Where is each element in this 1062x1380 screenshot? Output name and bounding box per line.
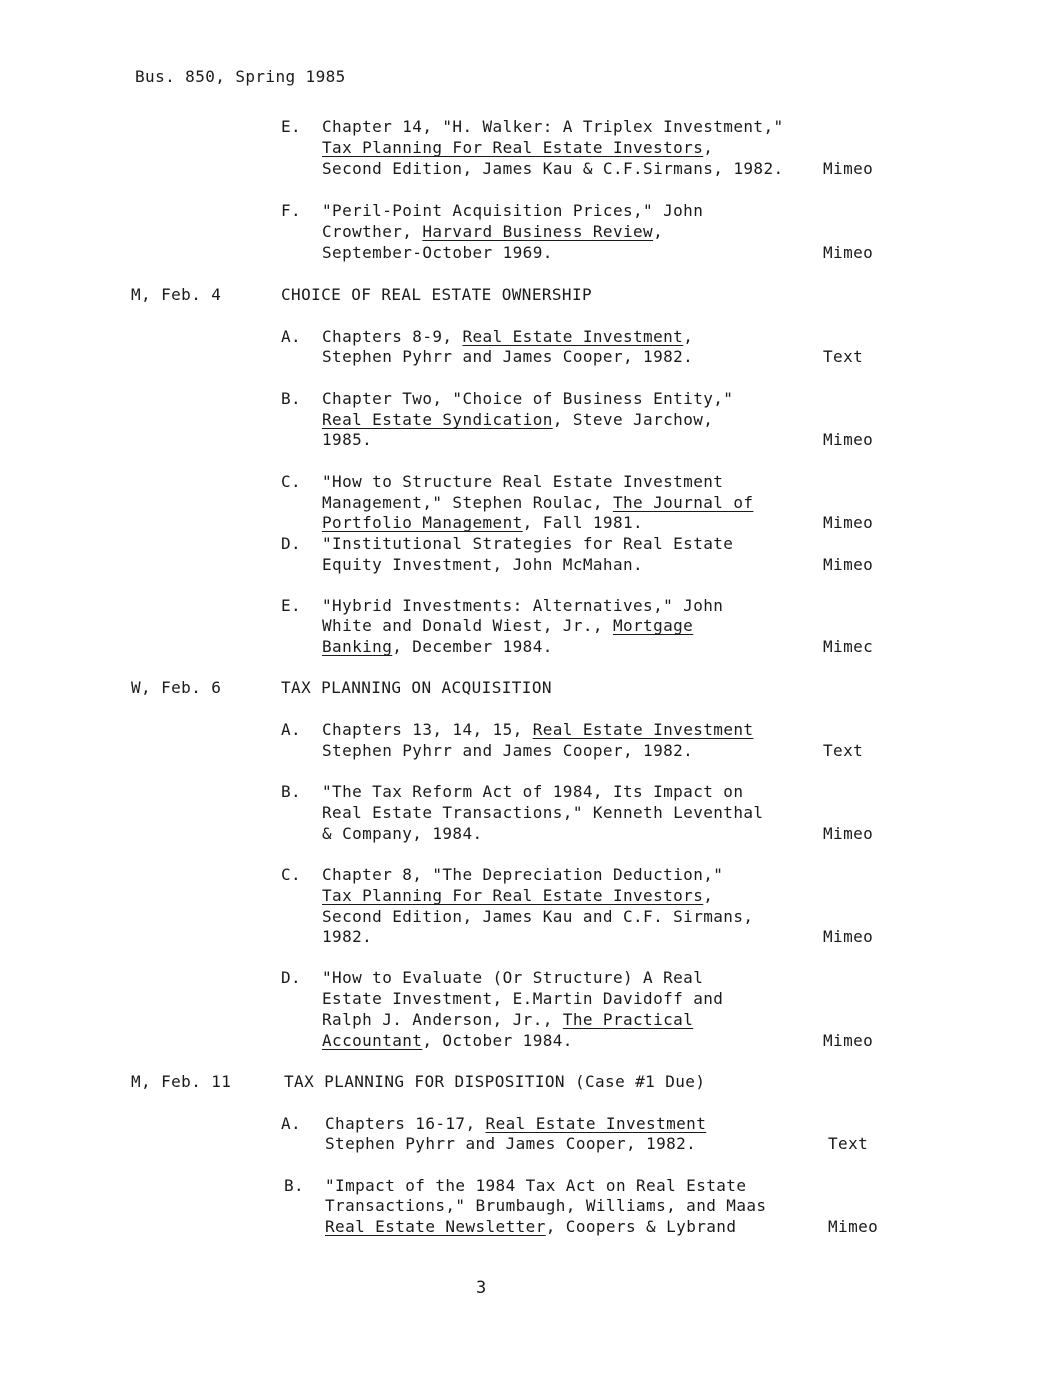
publication-title: Tax Planning For Real Estate Investors [322, 138, 704, 157]
item-line [322, 968, 703, 988]
citation-text: , October 1984. [422, 1031, 573, 1050]
item-line [322, 616, 693, 636]
citation-text: Second Edition, James Kau and C.F. Sirmans, [322, 907, 754, 926]
citation-text: "The Tax Reform Act of 1984, Its Impact on [322, 782, 744, 801]
item-line [322, 493, 753, 513]
source-label: Mimeo [823, 1031, 874, 1050]
publication-title: Portfolio Management [322, 513, 523, 532]
source-label: Mimeo [823, 513, 874, 532]
item-line [322, 637, 553, 657]
citation-text: , Fall 1981. [522, 513, 644, 532]
citation-text: , [703, 886, 714, 905]
session-topic: TAX PLANNING ON ACQUISITION [281, 678, 552, 697]
citation-text: Chapters 16-17, [325, 1114, 486, 1133]
publication-title: Banking [322, 637, 393, 656]
citation-text: , [683, 327, 694, 346]
publication-title: Real Estate Newsletter [325, 1217, 546, 1236]
item-letter: E. [281, 596, 302, 615]
citation-text: "Hybrid Investments: Alternatives," John [322, 596, 724, 615]
item-letter: E. [281, 117, 302, 136]
item-letter: D. [281, 968, 302, 987]
publication-title: Real Estate Investment [462, 327, 684, 346]
item-line [322, 1031, 573, 1051]
publication-title: Real Estate Investment [532, 720, 754, 739]
item-line [325, 1134, 696, 1154]
publication-title: Harvard Business Review [422, 222, 654, 241]
item-letter: B. [281, 389, 302, 408]
session-topic: CHOICE OF REAL ESTATE OWNERSHIP [281, 285, 593, 304]
citation-text: September-October 1969. [322, 243, 553, 262]
citation-text: "Peril-Point Acquisition Prices," John [322, 201, 704, 220]
item-letter: A. [281, 327, 302, 346]
citation-text: , Steve Jarchow, [552, 410, 714, 429]
item-letter: F. [281, 201, 302, 220]
source-label: Text [828, 1134, 869, 1153]
item-letter: B. [284, 1176, 305, 1195]
item-line [322, 1010, 693, 1030]
publication-title: The Journal of [612, 493, 754, 512]
source-label: Mimeo [823, 243, 874, 262]
item-letter: A. [281, 1114, 302, 1133]
item-line [322, 201, 703, 221]
citation-text: , Coopers & Lybrand [545, 1217, 737, 1236]
source-label: Mimeo [828, 1217, 879, 1236]
item-line [322, 138, 713, 158]
course-header: Bus. 850, Spring 1985 [135, 67, 346, 86]
source-label: Mimeo [823, 159, 874, 178]
citation-text: Management," Stephen Roulac, [322, 493, 613, 512]
item-line [322, 159, 784, 179]
citation-text: Real Estate Transactions," Kenneth Leventhal [322, 803, 764, 822]
session-date: M, Feb. 11 [131, 1072, 232, 1091]
item-letter: C. [281, 472, 302, 491]
item-line [322, 782, 743, 802]
session-date: W, Feb. 6 [131, 678, 222, 697]
citation-text: "How to Evaluate (Or Structure) A Real [322, 968, 704, 987]
citation-text: Stephen Pyhrr and James Cooper, 1982. [325, 1134, 697, 1153]
source-label: Mimec [823, 637, 874, 656]
citation-text: Chapter 14, "H. Walker: A Triplex Investment," [322, 117, 784, 136]
source-label: Text [823, 741, 864, 760]
item-line [322, 410, 713, 430]
source-label: Mimeo [823, 430, 874, 449]
citation-text: Ralph J. Anderson, Jr., [322, 1010, 563, 1029]
source-label: Mimeo [823, 927, 874, 946]
citation-text: Stephen Pyhrr and James Cooper, 1982. [322, 347, 694, 366]
citation-text: , December 1984. [392, 637, 553, 656]
item-line [322, 824, 483, 844]
citation-text: Chapters 8-9, [322, 327, 463, 346]
source-label: Text [823, 347, 864, 366]
publication-title: Mortgage [612, 616, 694, 635]
citation-text: Second Edition, James Kau & C.F.Sirmans, 1982. [322, 159, 784, 178]
item-line [322, 243, 553, 263]
item-line [322, 327, 693, 347]
citation-text: , [653, 222, 664, 241]
citation-text: "How to Structure Real Estate Investment [322, 472, 724, 491]
source-label: Mimeo [823, 555, 874, 574]
item-letter: C. [281, 865, 302, 884]
item-line [322, 472, 723, 492]
publication-title: Real Estate Syndication [322, 410, 553, 429]
item-letter: A. [281, 720, 302, 739]
citation-text: Crowther, [322, 222, 423, 241]
citation-text: 1985. [322, 430, 373, 449]
session-topic: TAX PLANNING FOR DISPOSITION (Case #1 Due) [284, 1072, 706, 1091]
publication-title: Real Estate Investment [485, 1114, 707, 1133]
item-line [322, 989, 723, 1009]
publication-title: The Practical [562, 1010, 694, 1029]
item-line [325, 1196, 766, 1216]
item-line [322, 720, 753, 740]
citation-text: Transactions," Brumbaugh, Williams, and Maas [325, 1196, 767, 1215]
item-letter: B. [281, 782, 302, 801]
item-letter: D. [281, 534, 302, 553]
item-line [322, 555, 643, 575]
citation-text: , [703, 138, 714, 157]
page-number: 3 [476, 1278, 487, 1298]
item-line [322, 389, 733, 409]
item-line [325, 1176, 746, 1196]
item-line [322, 222, 663, 242]
publication-title: Accountant [322, 1031, 423, 1050]
citation-text: Chapters 13, 14, 15, [322, 720, 533, 739]
citation-text: Equity Investment, John McMahan. [322, 555, 644, 574]
citation-text: 1982. [322, 927, 373, 946]
item-line [322, 430, 372, 450]
citation-text: & Company, 1984. [322, 824, 483, 843]
item-line [322, 117, 784, 137]
source-label: Mimeo [823, 824, 874, 843]
citation-text: Chapter Two, "Choice of Business Entity," [322, 389, 734, 408]
item-line [325, 1114, 706, 1134]
item-line [322, 907, 753, 927]
item-line [322, 534, 733, 554]
publication-title: Tax Planning For Real Estate Investors [322, 886, 704, 905]
item-line [322, 347, 693, 367]
citation-text: "Impact of the 1984 Tax Act on Real Estate [325, 1176, 747, 1195]
session-date: M, Feb. 4 [131, 285, 222, 304]
citation-text: Chapter 8, "The Depreciation Deduction," [322, 865, 724, 884]
item-line [322, 513, 643, 533]
item-line [322, 865, 723, 885]
item-line [325, 1217, 736, 1237]
item-line [322, 803, 763, 823]
citation-text: Stephen Pyhrr and James Cooper, 1982. [322, 741, 694, 760]
item-line [322, 886, 713, 906]
citation-text: "Institutional Strategies for Real Estate [322, 534, 734, 553]
citation-text: White and Donald Wiest, Jr., [322, 616, 613, 635]
item-line [322, 596, 723, 616]
item-line [322, 927, 372, 947]
citation-text: Estate Investment, E.Martin Davidoff and [322, 989, 724, 1008]
item-line [322, 741, 693, 761]
